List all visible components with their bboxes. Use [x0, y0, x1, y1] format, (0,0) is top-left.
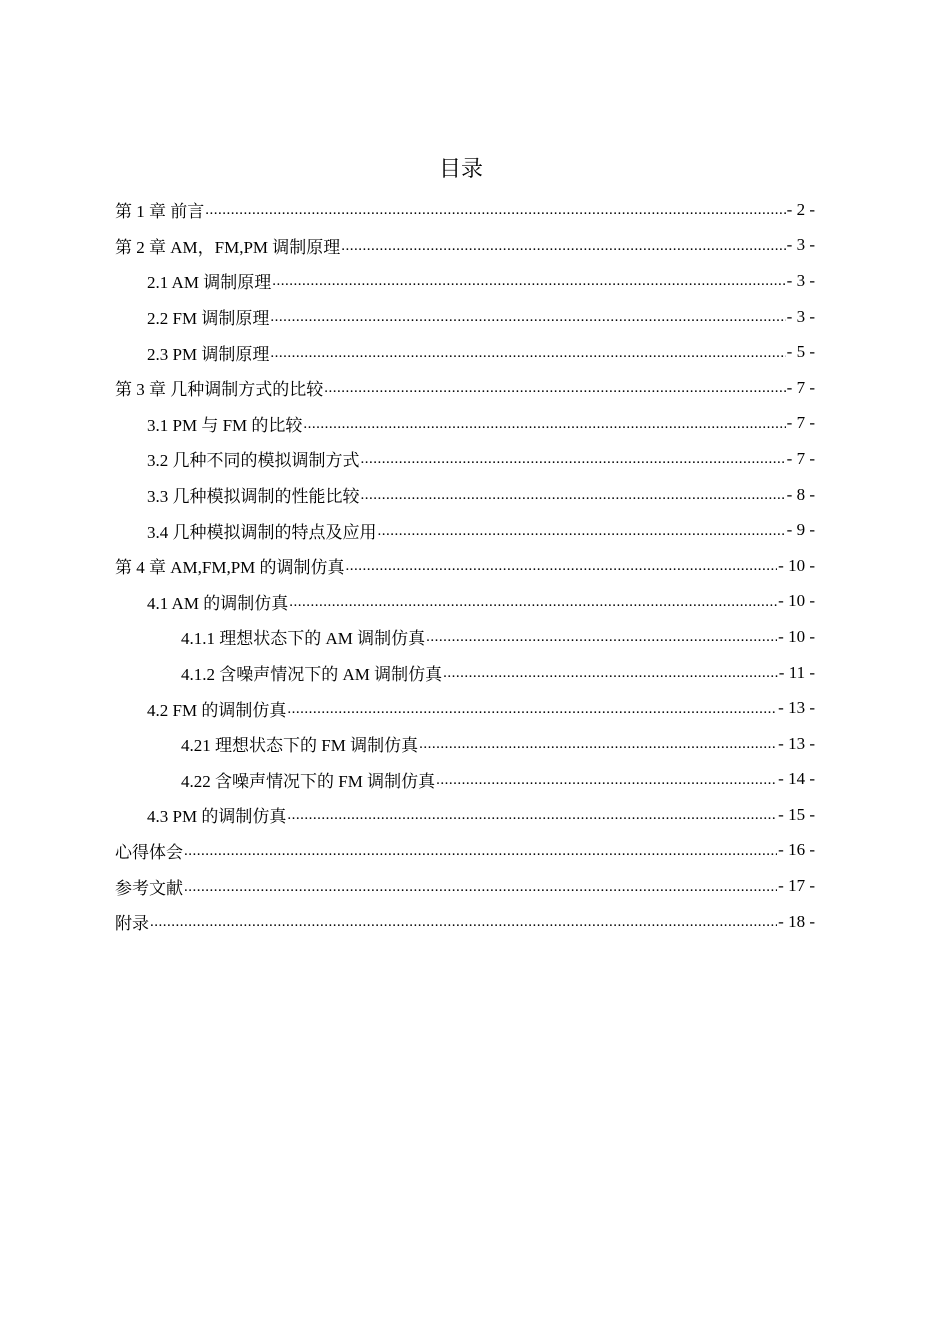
toc-entry-page-number: - 3 -: [786, 235, 815, 255]
toc-entry-title: 3.1 PM 与 FM 的比较: [147, 415, 303, 435]
toc-leader-dots: [270, 309, 785, 326]
toc-leader-dots: [287, 701, 777, 718]
toc-entry[interactable]: [115, 512, 815, 548]
toc-entry-title: 参考文献: [115, 878, 183, 898]
toc-leader-dots: [270, 345, 785, 362]
toc-entry[interactable]: [115, 797, 815, 833]
toc-leader-dots: [361, 487, 786, 504]
toc-leader-dots: [150, 914, 777, 931]
toc-entry[interactable]: [115, 192, 815, 228]
toc-entry-title: 4.21 理想状态下的 FM 调制仿真: [181, 736, 419, 756]
toc-entry-page-number: - 13 -: [778, 698, 815, 718]
toc-leader-dots: [361, 451, 786, 468]
toc-entry[interactable]: [115, 228, 815, 264]
toc-entry-title: 3.2 几种不同的模拟调制方式: [147, 451, 360, 471]
toc-entry-page-number: - 7 -: [786, 413, 815, 433]
toc-entry[interactable]: [115, 370, 815, 406]
toc-entry-title: 4.3 PM 的调制仿真: [147, 807, 287, 827]
toc-entry-page-number: - 5 -: [786, 342, 815, 362]
toc-entry[interactable]: [115, 619, 815, 655]
toc-entry-title: 第 3 章 几种调制方式的比较: [115, 380, 324, 400]
toc-leader-dots: [184, 879, 777, 896]
toc-entry-title: 第 1 章 前言: [115, 202, 205, 222]
toc-entry-title: 第 2 章 AM，FM,PM 调制原理: [115, 237, 341, 257]
toc-title: 目录: [438, 157, 483, 182]
toc-entry-page-number: - 16 -: [778, 840, 815, 860]
toc-entry-page-number: - 2 -: [786, 199, 815, 219]
toc-entry[interactable]: [115, 263, 815, 299]
toc-leader-dots: [436, 772, 777, 789]
toc-leader-dots: [324, 380, 785, 397]
toc-entry-title: 4.1.2 含噪声情况下的 AM 调制仿真: [181, 665, 443, 685]
toc-entry[interactable]: [115, 655, 815, 691]
toc-leader-dots: [426, 629, 777, 646]
toc-entry-title: 第 4 章 AM,FM,PM 的调制仿真: [115, 558, 345, 578]
toc-leader-dots: [419, 736, 777, 753]
toc-entry-page-number: - 11 -: [778, 662, 815, 682]
toc-entry-title: 3.3 几种模拟调制的性能比较: [147, 487, 360, 507]
toc-entry[interactable]: [115, 833, 815, 869]
toc-entry-page-number: - 13 -: [778, 733, 815, 753]
toc-entry-title: 4.1 AM 的调制仿真: [147, 593, 289, 613]
toc-entry-page-number: - 18 -: [778, 911, 815, 931]
toc-leader-dots: [378, 523, 786, 540]
toc-entry-title: 2.1 AM 调制原理: [147, 273, 272, 293]
toc-entry[interactable]: [115, 584, 815, 620]
toc-entry-page-number: - 3 -: [786, 306, 815, 326]
toc-entry-page-number: - 14 -: [778, 769, 815, 789]
toc-entry-page-number: - 9 -: [786, 520, 815, 540]
toc-entry[interactable]: [115, 904, 815, 940]
toc-list: [115, 192, 815, 939]
toc-leader-dots: [341, 238, 785, 255]
toc-entry-title: 心得体会: [115, 842, 183, 862]
toc-entry[interactable]: [115, 726, 815, 762]
toc-leader-dots: [272, 273, 785, 290]
toc-entry[interactable]: [115, 690, 815, 726]
toc-entry[interactable]: [115, 441, 815, 477]
toc-leader-dots: [287, 807, 777, 824]
toc-entry-title: 3.4 几种模拟调制的特点及应用: [147, 522, 377, 542]
toc-entry[interactable]: [115, 762, 815, 798]
toc-entry-page-number: - 15 -: [778, 804, 815, 824]
toc-entry[interactable]: [115, 548, 815, 584]
toc-entry-title: 4.22 含噪声情况下的 FM 调制仿真: [181, 771, 436, 791]
toc-entry-page-number: - 8 -: [786, 484, 815, 504]
toc-leader-dots: [443, 665, 778, 682]
toc-leader-dots: [184, 843, 777, 860]
toc-entry[interactable]: [115, 299, 815, 335]
toc-entry[interactable]: [115, 334, 815, 370]
toc-entry-title: 4.1.1 理想状态下的 AM 调制仿真: [181, 629, 426, 649]
toc-leader-dots: [289, 594, 777, 611]
toc-entry-title: 4.2 FM 的调制仿真: [147, 700, 287, 720]
toc-entry[interactable]: [115, 477, 815, 513]
toc-entry-page-number: - 3 -: [786, 270, 815, 290]
toc-entry[interactable]: [115, 406, 815, 442]
toc-entry-page-number: - 10 -: [778, 626, 815, 646]
toc-entry-page-number: - 7 -: [786, 448, 815, 468]
toc-entry-title: 2.3 PM 调制原理: [147, 344, 270, 364]
toc-entry-page-number: - 10 -: [778, 555, 815, 575]
toc-entry-page-number: - 10 -: [778, 591, 815, 611]
toc-entry-title: 2.2 FM 调制原理: [147, 309, 270, 329]
toc-leader-dots: [303, 416, 785, 433]
toc-entry[interactable]: [115, 868, 815, 904]
toc-leader-dots: [346, 558, 778, 575]
toc-leader-dots: [205, 202, 785, 219]
toc-entry-title: 附录: [115, 914, 149, 934]
toc-entry-page-number: - 7 -: [786, 377, 815, 397]
toc-entry-page-number: - 17 -: [778, 876, 815, 896]
